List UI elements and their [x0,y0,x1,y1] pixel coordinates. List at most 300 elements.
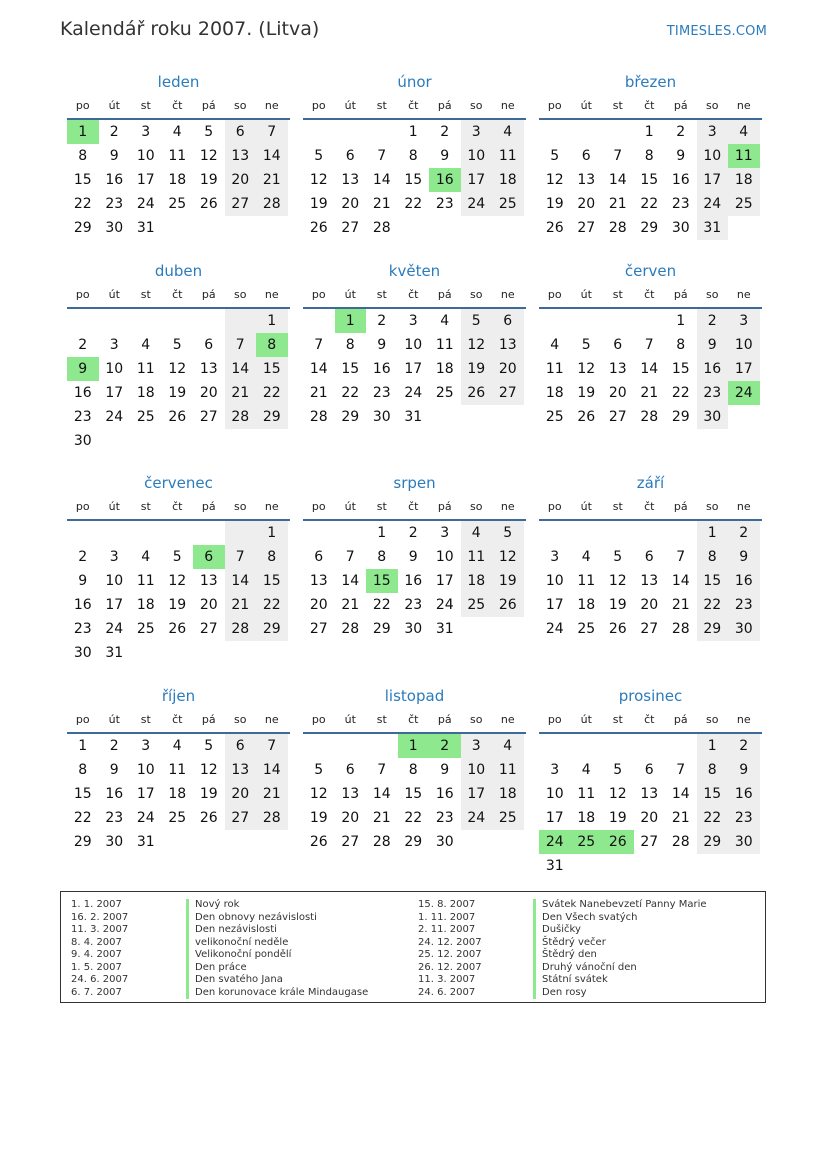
day-cell: 11 [492,758,524,782]
holiday-date: 24. 6. 2007 [71,974,129,985]
day-cell: 1 [377,525,387,541]
day-cell: 8 [697,545,729,569]
day-cell: 10 [461,758,493,782]
day-cell: 29 [640,220,659,236]
day-cell: 27 [577,220,596,236]
holiday-name: Štědrý den [533,949,597,962]
day-cell: 9 [728,545,760,569]
day-cell: 24 [105,409,124,425]
day-cell: 18 [545,385,564,401]
day-cell: 18 [492,168,524,192]
empty-cell [571,120,603,144]
weekday-label: ne [500,500,515,513]
day-cell: 22 [404,196,423,212]
weekday-label: čt [172,713,183,726]
day-cell: 16 [73,385,92,401]
holiday-date: 9. 4. 2007 [71,949,122,960]
day-cell: 9 [440,148,450,164]
holiday-date: 25. 12. 2007 [418,949,482,960]
empty-cell [225,521,257,545]
day-cell: 8 [408,148,418,164]
weekday-label: po [547,713,562,726]
day-cell: 14 [372,172,391,188]
weekday-label: po [75,288,90,301]
day-cell: 26 [461,381,493,405]
day-cell: 8 [377,549,387,565]
month-name: prosinec [618,687,683,705]
weekday-label: st [612,99,623,112]
day-cell: 19 [309,196,328,212]
holiday-name: Den svatého Jana [186,974,283,987]
day-cell: 20 [199,385,218,401]
holiday-name: Den korunovace krále Mindaugase [186,987,368,1000]
day-cell: 22 [404,810,423,826]
day-cell: 30 [435,834,454,850]
weekday-header [539,283,762,309]
day-cell: 8 [345,337,355,353]
weekday-label: st [140,288,151,301]
holiday-name: Dušičky [533,924,581,937]
empty-cell [539,309,571,333]
weekday-label: út [108,500,120,513]
day-cell: 28 [225,617,257,641]
weekday-header [67,94,290,120]
day-cell: 2 [728,521,760,545]
holiday-date: 6. 7. 2007 [71,986,122,998]
day-cell: 29 [73,834,92,850]
month-srpen [303,471,526,641]
weekday-label: út [344,99,356,112]
weekday-label: po [311,288,326,301]
day-cell: 25 [435,385,454,401]
day-cell: 2 [728,734,760,758]
weekday-label: pá [437,500,452,513]
weekday-label: pá [437,288,452,301]
day-cell: 28 [341,621,360,637]
day-cell: 12 [461,333,493,357]
day-cell: 4 [141,337,151,353]
weekday-label: pá [437,99,452,112]
day-cell: 12 [168,361,187,377]
day-cell: 6 [345,148,355,164]
day-cell: 7 [613,148,623,164]
day-cell: 22 [697,806,729,830]
day-cell: 10 [697,144,729,168]
day-cell: 27 [309,621,328,637]
day-cell: 22 [640,196,659,212]
day-cell: 18 [136,597,155,613]
day-cell: 21 [225,593,257,617]
month-name: květen [388,262,441,280]
day-cell: 17 [728,357,760,381]
day-cell: 6 [204,337,214,353]
weekday-label: so [234,713,247,726]
day-cell: 12 [577,361,596,377]
day-cell: 13 [492,333,524,357]
month-name: listopad [384,687,445,705]
day-cell: 7 [314,337,324,353]
day-cell-holiday: 15 [366,569,398,593]
day-cell: 17 [105,597,124,613]
month-name: duben [154,262,203,280]
day-cell: 9 [728,758,760,782]
day-cell: 10 [105,361,124,377]
day-cell: 9 [377,337,387,353]
weekday-label: st [612,500,623,513]
empty-cell [193,309,225,333]
weekday-label: ne [500,99,515,112]
holiday-name: Druhý vánoční den [533,962,637,975]
empty-cell [602,309,634,333]
day-cell: 16 [435,786,454,802]
day-cell: 30 [73,433,92,449]
day-cell: 20 [199,597,218,613]
day-cell-holiday: 24 [539,830,571,854]
day-cell: 17 [697,168,729,192]
holiday-date: 1. 1. 2007 [71,899,122,910]
day-cell: 10 [136,148,155,164]
weekday-label: ne [736,713,751,726]
day-cell: 13 [341,172,360,188]
day-cell: 12 [545,172,564,188]
day-cell: 27 [341,834,360,850]
empty-cell [303,734,335,758]
day-cell-holiday: 2 [429,734,461,758]
day-cell: 25 [545,409,564,425]
day-cell: 13 [309,573,328,589]
day-cell-holiday: 1 [335,309,367,333]
empty-cell [665,734,697,758]
day-cell: 8 [644,148,654,164]
day-cell: 9 [408,549,418,565]
empty-cell [193,521,225,545]
empty-cell [162,309,194,333]
month-name: únor [397,73,432,91]
weekday-label: so [234,288,247,301]
weekday-label: út [580,288,592,301]
day-cell: 25 [136,409,155,425]
day-cell: 11 [577,786,596,802]
holiday-date: 2. 11. 2007 [418,924,476,935]
day-cell: 23 [372,385,391,401]
empty-cell [602,120,634,144]
day-cell-holiday: 24 [728,381,760,405]
day-cell: 21 [372,196,391,212]
day-cell: 16 [697,357,729,381]
day-cell: 11 [435,337,454,353]
day-cell: 21 [671,597,690,613]
empty-cell [602,521,634,545]
day-cell: 29 [697,617,729,641]
day-cell: 26 [168,409,187,425]
holiday-name: Den práce [186,962,247,975]
day-cell: 3 [141,124,151,140]
day-grid [539,734,762,878]
day-cell-holiday: 6 [193,545,225,569]
day-cell: 14 [256,144,288,168]
weekday-label: ne [736,288,751,301]
day-cell-holiday: 8 [256,333,288,357]
day-cell: 24 [136,196,155,212]
day-cell: 17 [404,361,423,377]
weekday-label: út [580,99,592,112]
day-cell: 1 [408,124,418,140]
day-grid [67,309,290,453]
day-cell: 20 [341,196,360,212]
day-cell: 5 [314,148,324,164]
weekday-label: st [140,500,151,513]
weekday-label: čt [644,713,655,726]
day-cell: 2 [109,124,119,140]
day-cell: 14 [225,357,257,381]
day-cell: 25 [136,621,155,637]
day-cell: 27 [640,834,659,850]
weekday-label: út [108,99,120,112]
day-cell: 16 [73,597,92,613]
day-cell: 12 [199,762,218,778]
day-cell: 15 [73,172,92,188]
day-cell: 14 [225,569,257,593]
weekday-label: čt [644,500,655,513]
day-cell: 3 [141,738,151,754]
weekday-label: po [547,99,562,112]
day-grid [303,521,526,641]
weekday-header [67,708,290,734]
day-cell: 20 [341,810,360,826]
day-cell: 20 [608,385,627,401]
empty-cell [571,309,603,333]
day-cell: 15 [640,172,659,188]
day-cell: 17 [461,168,493,192]
weekday-label: čt [172,99,183,112]
day-cell: 21 [372,810,391,826]
day-cell: 16 [728,782,760,806]
day-cell: 31 [105,645,124,661]
day-cell: 1 [256,521,288,545]
day-cell: 21 [671,810,690,826]
weekday-label: so [470,713,483,726]
day-cell: 1 [697,734,729,758]
day-cell: 19 [199,172,218,188]
holiday-list [60,891,766,1003]
day-cell: 29 [372,621,391,637]
day-cell: 2 [78,337,88,353]
holiday-date: 1. 11. 2007 [418,911,476,923]
day-cell: 14 [341,573,360,589]
day-cell: 27 [199,621,218,637]
weekday-label: út [580,713,592,726]
day-grid [67,734,290,854]
weekday-label: po [547,288,562,301]
day-cell: 19 [577,385,596,401]
day-cell: 5 [613,549,623,565]
day-cell: 4 [492,120,524,144]
day-grid [539,120,762,240]
weekday-label: po [547,500,562,513]
weekday-label: čt [644,99,655,112]
day-cell: 12 [168,573,187,589]
weekday-label: st [140,713,151,726]
day-cell: 27 [341,220,360,236]
day-cell: 23 [105,196,124,212]
day-grid [539,521,762,641]
day-cell: 2 [377,313,387,329]
day-cell: 23 [105,810,124,826]
day-cell: 23 [435,810,454,826]
day-cell: 22 [671,385,690,401]
day-cell: 29 [404,834,423,850]
weekday-label: ne [264,500,279,513]
day-cell: 18 [577,810,596,826]
empty-cell [634,309,666,333]
holiday-date: 24. 12. 2007 [418,936,482,948]
day-cell: 1 [78,738,88,754]
day-cell: 26 [577,409,596,425]
day-cell: 6 [644,549,654,565]
day-cell: 29 [256,405,288,429]
weekday-label: pá [201,288,216,301]
day-cell: 25 [492,192,524,216]
day-cell: 28 [640,409,659,425]
day-cell: 15 [73,786,92,802]
holiday-date: 24. 6. 2007 [418,986,476,998]
weekday-label: pá [201,713,216,726]
site-link[interactable]: TIMESLES.COM [666,24,767,39]
day-cell: 11 [577,573,596,589]
day-cell: 17 [545,597,564,613]
weekday-label: pá [201,500,216,513]
day-cell: 23 [73,409,92,425]
day-cell: 19 [608,597,627,613]
weekday-label: so [706,500,719,513]
day-cell: 21 [608,196,627,212]
empty-cell [665,521,697,545]
day-cell: 20 [640,810,659,826]
weekday-label: st [376,288,387,301]
day-cell: 16 [671,172,690,188]
month-name: říjen [161,687,196,705]
day-cell: 11 [136,361,155,377]
day-cell: 21 [225,381,257,405]
day-cell: 3 [109,549,119,565]
day-cell: 20 [225,168,257,192]
month-duben [67,259,290,453]
day-cell: 22 [73,196,92,212]
day-cell: 8 [697,758,729,782]
empty-cell [335,120,367,144]
day-cell: 8 [256,545,288,569]
day-cell: 14 [640,361,659,377]
weekday-label: pá [201,99,216,112]
day-cell: 12 [309,786,328,802]
day-cell: 18 [136,385,155,401]
day-cell: 22 [256,381,288,405]
day-cell: 27 [225,806,257,830]
weekday-label: st [140,99,151,112]
month-květen [303,259,526,429]
day-cell: 26 [168,621,187,637]
weekday-label: st [376,99,387,112]
day-cell: 24 [435,597,454,613]
day-cell: 16 [105,786,124,802]
weekday-label: po [75,99,90,112]
day-cell: 4 [172,738,182,754]
day-cell: 24 [404,385,423,401]
day-cell: 23 [671,196,690,212]
day-cell: 30 [728,830,760,854]
day-cell: 5 [172,337,182,353]
day-cell: 5 [550,148,560,164]
day-cell: 27 [199,409,218,425]
day-cell: 3 [697,120,729,144]
day-cell: 1 [697,521,729,545]
day-cell: 5 [461,309,493,333]
day-cell: 14 [671,786,690,802]
weekday-label: po [311,99,326,112]
holiday-date: 26. 12. 2007 [418,961,482,973]
weekday-label: so [234,500,247,513]
holiday-date: 11. 3. 2007 [71,924,129,935]
day-cell: 26 [199,196,218,212]
month-červenec [67,471,290,665]
day-cell: 23 [697,381,729,405]
holiday-name: Svátek Nanebevzetí Panny Marie [533,899,707,912]
weekday-label: ne [264,713,279,726]
day-cell: 31 [136,834,155,850]
empty-cell [162,521,194,545]
day-cell: 19 [608,810,627,826]
day-cell: 31 [435,621,454,637]
empty-cell [571,734,603,758]
day-cell-holiday: 26 [602,830,634,854]
day-cell: 28 [256,192,288,216]
month-říjen [67,684,290,854]
day-cell: 13 [199,361,218,377]
day-cell: 6 [581,148,591,164]
day-cell-holiday: 1 [67,120,99,144]
day-cell: 7 [345,549,355,565]
weekday-label: so [470,500,483,513]
day-cell: 6 [613,337,623,353]
day-cell: 15 [404,172,423,188]
day-cell: 20 [492,357,524,381]
day-cell: 14 [309,361,328,377]
day-cell: 9 [676,148,686,164]
day-cell-holiday: 11 [728,144,760,168]
day-cell: 30 [73,645,92,661]
weekday-label: ne [736,99,751,112]
day-cell: 17 [461,782,493,806]
day-cell: 4 [461,521,493,545]
weekday-label: ne [264,288,279,301]
day-cell: 16 [728,569,760,593]
holiday-date: 1. 5. 2007 [71,961,122,973]
day-cell: 7 [377,762,387,778]
day-cell: 10 [461,144,493,168]
day-cell: 18 [435,361,454,377]
weekday-label: út [344,500,356,513]
day-cell: 19 [309,810,328,826]
empty-cell [67,309,99,333]
day-cell: 7 [225,333,257,357]
weekday-label: čt [408,713,419,726]
day-cell: 25 [168,810,187,826]
day-cell: 23 [404,597,423,613]
day-cell: 10 [435,549,454,565]
day-cell: 21 [341,597,360,613]
day-cell: 19 [199,786,218,802]
weekday-header [303,495,526,521]
